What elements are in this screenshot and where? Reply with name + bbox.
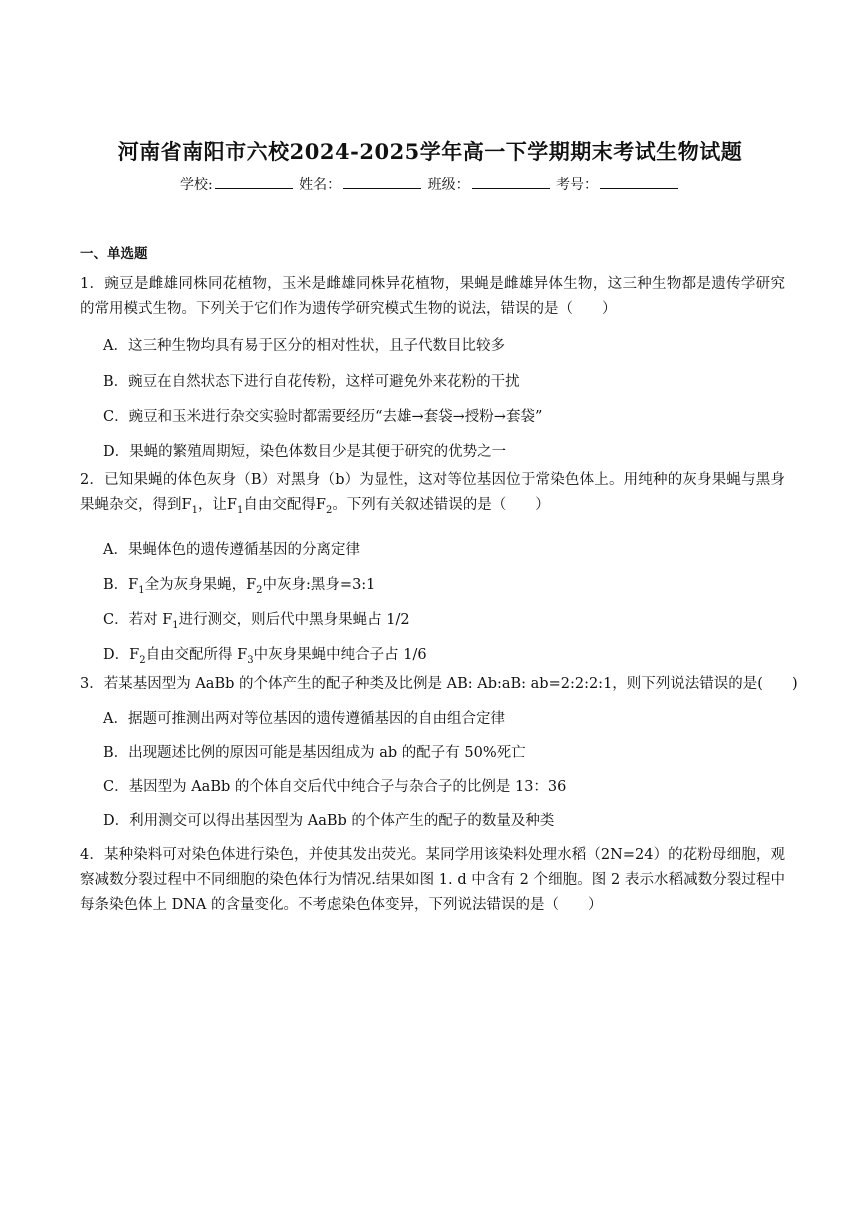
question-2-option-a xyxy=(103,540,360,560)
question-3-option-a: A．据题可推测出两对等位基因的遗传遵循基因的自由组合定律 xyxy=(103,711,505,727)
option-text: 中灰身果蝇中纯合子占 1/6 xyxy=(253,647,427,663)
section-heading: 一、单选题 xyxy=(80,246,148,262)
option-subscript: 3 xyxy=(247,654,254,666)
q2-stem-text: 自由交配得F xyxy=(243,497,326,513)
option-text: 全为灰身果蝇，F xyxy=(144,577,257,593)
q2-stem-text: 2．已知果蝇的体色灰身（B）对黑身（b）为显性，这对等位基因位于常染色体上。用纯种的灰身果蝇与黑身果蝇杂交，得到F xyxy=(80,472,785,513)
question-2-stem xyxy=(80,468,785,523)
name-label: 姓名： xyxy=(299,177,342,193)
question-4-stem: 4．某种染料可对染色体进行染色，并使其发出荧光。某同学用该染料处理水稻（2N=24）的花粉母细胞，观察减数分裂过程中不同细胞的染色体行为情况.结果如图 1. d 中含有 2 个细胞。图 2 表示水稻减数分裂过程中每条染色体上 DNA 的含量变化。不考虑染色体变异，下列说法错误的是（ ） xyxy=(80,847,785,913)
option-text: 进行测交，则后代中黑身果蝇占 1/2 xyxy=(178,612,410,628)
question-3-stem: 3．若某基因型为 AaBb 的个体产生的配子种类及比例是 AB: Ab:aB: ab=2:2:2:1，则下列说法错误的是( ) xyxy=(80,676,798,692)
option-text: A．果蝇体色的遗传遵循基因的分离定律 xyxy=(103,542,360,558)
page-title: 河南省南阳市六校2024-2025学年高一下学期期末考试生物试题 xyxy=(117,139,743,164)
option-subscript: 1 xyxy=(138,584,145,596)
q2-stem-subscript: 1 xyxy=(237,504,244,516)
question-2-option-b xyxy=(103,575,375,601)
exam-no-label: 考号： xyxy=(556,177,599,193)
option-text: 中灰身:黑身=3:1 xyxy=(262,577,376,593)
question-1-option-c: C．豌豆和玉米进行杂交实验时都需要经历“去雄→套袋→授粉→套袋” xyxy=(103,409,543,425)
name-blank[interactable] xyxy=(343,174,421,189)
option-text: 自由交配所得 F xyxy=(145,647,248,663)
option-subscript: 2 xyxy=(139,654,146,666)
q2-stem-subscript: 2 xyxy=(325,504,333,516)
class-label: 班级： xyxy=(427,177,470,193)
option-text: B．F xyxy=(103,577,139,593)
question-1-stem: 1．豌豆是雌雄同株同花植物，玉米是雌雄同株异花植物，果蝇是雌雄异体生物，这三种生物都是遗传学研究的常用模式生物。下列关于它们作为遗传学研究模式生物的说法，错误的是（ ） xyxy=(80,276,785,317)
question-1-option-b: B．豌豆在自然状态下进行自花传粉，这样可避免外来花粉的干扰 xyxy=(103,374,520,390)
student-info-line xyxy=(0,174,860,194)
q2-stem-text: 。下列有关叙述错误的是（ ） xyxy=(332,497,550,513)
question-3-option-d: D．利用测交可以得出基因型为 AaBb 的个体产生的配子的数量及种类 xyxy=(103,813,555,829)
question-1-option-d: D．果蝇的繁殖周期短，染色体数目少是其便于研究的优势之一 xyxy=(103,444,507,460)
q2-stem-text: ，让F xyxy=(197,497,237,513)
school-label: 学校: xyxy=(179,177,213,193)
school-blank[interactable] xyxy=(215,174,293,189)
question-2-option-d xyxy=(103,645,427,671)
question-2-option-c xyxy=(103,610,410,636)
class-blank[interactable] xyxy=(472,174,550,189)
q2-stem-subscript: 1 xyxy=(191,504,198,516)
question-3-option-b: B．出现题述比例的原因可能是基因组成为 ab 的配子有 50%死亡 xyxy=(103,745,526,761)
question-3-option-c: C．基因型为 AaBb 的个体自交后代中纯合子与杂合子的比例是 13：36 xyxy=(103,779,567,795)
exam-no-blank[interactable] xyxy=(600,174,678,189)
option-subscript: 1 xyxy=(172,619,179,631)
question-1-option-a: A．这三种生物均具有易于区分的相对性状，且子代数目比较多 xyxy=(103,338,505,354)
option-text: D．F xyxy=(103,647,140,663)
option-text: C．若对 F xyxy=(103,612,173,628)
option-subscript: 2 xyxy=(256,584,263,596)
